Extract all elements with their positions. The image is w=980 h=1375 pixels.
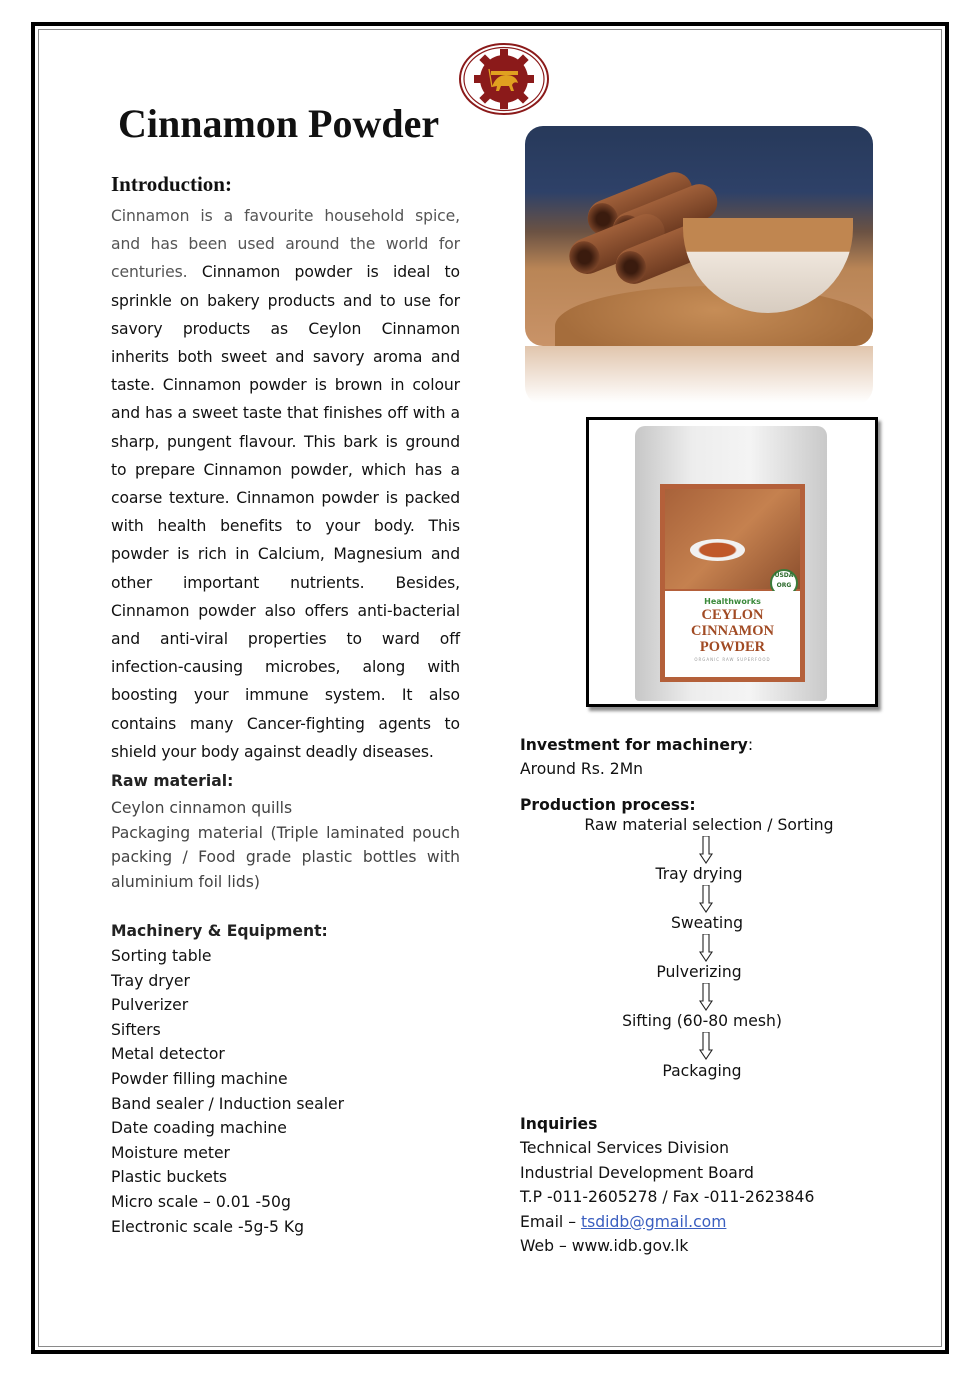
raw-material-item: Ceylon cinnamon quills [111, 799, 293, 818]
introduction-body: Cinnamon powder is ideal to sprinkle on bakery products and to use for savory products as Ceylon Cinnamon inherits both sweet and savory aroma and taste. Cinnamon powder is brown in colour and has a sweet taste that finishes off with a sharp, pungent flavour. This bark is ground to prepare Cinnamon powder, which has a coarse texture. Cinnamon powder is packed with health benefits to your body. This powder is rich in Calcium, Magnesium and other important nutrients. Besides, Cinnamon powder also offers anti-bacterial and anti-viral properties to ward off infection-causing microbes, along with boosting your immune system. It also contains many Cancer-fighting agents to shield your body against deadly diseases. [111, 263, 460, 761]
production-heading: Production process: [520, 796, 696, 814]
investment-heading [520, 733, 850, 757]
down-arrow-icon [699, 836, 713, 864]
product-subtitle: ORGANIC RAW SUPERFOOD [694, 657, 771, 662]
machinery-item: Plastic buckets [111, 1168, 228, 1187]
down-arrow-icon [699, 1032, 713, 1060]
machinery-item: Date coading machine [111, 1119, 287, 1138]
inquiries-heading: Inquiries [520, 1115, 598, 1133]
label-text-area [665, 591, 800, 677]
introduction-heading: Introduction: [111, 172, 232, 196]
inquiries-web: Web – www.idb.gov.lk [520, 1237, 689, 1256]
machinery-item: Powder filling machine [111, 1070, 288, 1089]
product-pouch-image [586, 417, 878, 707]
introduction-lead: Cinnamon is a favourite household spice, and has been used around the world for centuries. [111, 207, 460, 282]
hero-image-reflection [525, 346, 873, 406]
inquiries-email-row [520, 1210, 860, 1234]
email-label: Email – [520, 1212, 581, 1231]
machinery-item: Metal detector [111, 1045, 225, 1064]
powder-pile [555, 286, 873, 346]
process-step: Packaging [662, 1062, 742, 1080]
investment-heading-text: Investment for machinery [520, 736, 748, 754]
pouch [635, 426, 827, 701]
machinery-item: Pulverizer [111, 996, 189, 1015]
machinery-item: Band sealer / Induction sealer [111, 1094, 345, 1113]
investment-colon: : [747, 736, 754, 754]
process-step: Sifting (60-80 mesh) [622, 1012, 782, 1030]
machinery-list [111, 944, 460, 1239]
down-arrow-icon [699, 934, 713, 962]
investment-section [520, 733, 850, 817]
idb-emblem-logo [459, 43, 549, 115]
machinery-item: Micro scale – 0.01 -50g [111, 1193, 291, 1211]
pouch-label [660, 484, 805, 682]
machinery-item: Sifters [111, 1020, 161, 1039]
machinery-item: Moisture meter [111, 1143, 230, 1162]
cinnamon-hero-image [525, 126, 873, 346]
process-step: Pulverizing [656, 963, 742, 981]
raw-material-item: Packaging material (Triple laminated pouch packing / Food grade plastic bottles with aluminium foil lids) [111, 823, 460, 891]
process-step: Raw material selection / Sorting [584, 816, 834, 834]
product-name-line: POWDER [699, 639, 766, 655]
process-step: Sweating [670, 914, 744, 932]
machinery-item: Tray dryer [111, 971, 190, 990]
introduction-text [111, 202, 460, 766]
page-title: Cinnamon Powder [118, 101, 440, 146]
investment-value: Around Rs. 2Mn [520, 760, 644, 778]
down-arrow-icon [699, 885, 713, 913]
machinery-item: Sorting table [111, 947, 212, 966]
inquiries-division: Technical Services Division [520, 1139, 730, 1158]
machinery-item: Electronic scale -5g-5 Kg [111, 1217, 305, 1236]
down-arrow-icon [699, 983, 713, 1011]
usda-organic-badge-icon: USDA ORG [770, 569, 798, 597]
machinery-heading: Machinery & Equipment: [111, 922, 328, 941]
product-brand: Healthworks [704, 597, 761, 606]
email-link[interactable]: tsdidb@gmail.com [580, 1212, 727, 1231]
raw-material-heading: Raw material: [111, 772, 234, 791]
product-name-line: CEYLON [701, 607, 764, 623]
product-name-line: CINNAMON [691, 623, 774, 639]
inquiries-organization: Industrial Development Board [520, 1163, 754, 1182]
process-step: Tray drying [655, 865, 743, 883]
left-column [111, 172, 460, 1239]
label-spoon [690, 539, 745, 561]
inquiries-phone: T.P -011-2605278 / Fax -011-2623846 [520, 1188, 815, 1207]
inquiries-section [520, 1112, 860, 1258]
